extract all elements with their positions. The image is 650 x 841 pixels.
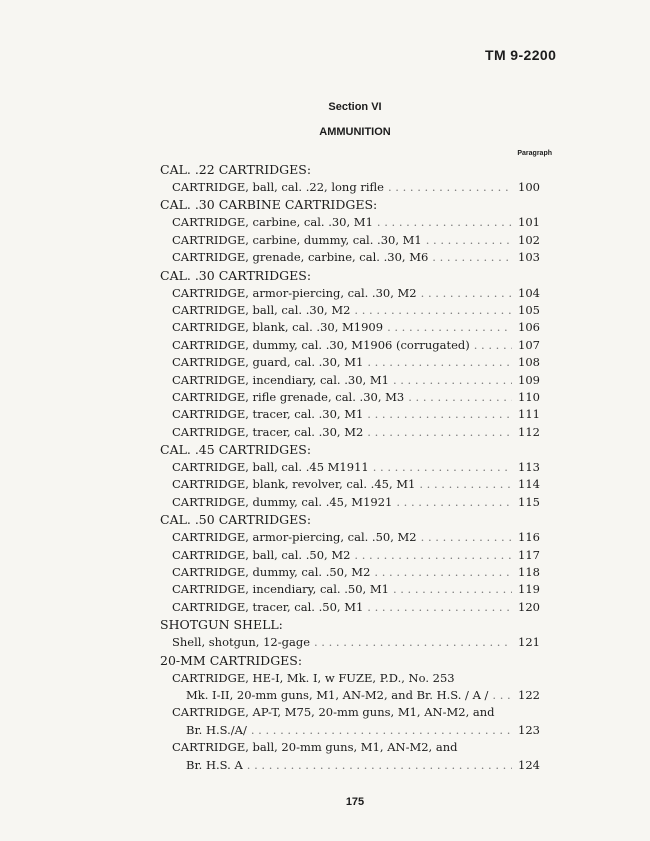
entry-label: CARTRIDGE, rifle grenade, cal. .30, M3 <box>172 389 405 404</box>
paragraph-number: 116 <box>518 530 540 545</box>
paragraph-column-label: Paragraph <box>517 150 552 157</box>
paragraph-number: 104 <box>518 285 540 300</box>
paragraph-number: 109 <box>518 372 540 387</box>
entry-label: CARTRIDGE, tracer, cal. .30, M2 <box>172 424 364 439</box>
entry-label: CARTRIDGE, blank, revolver, cal. .45, M1 <box>172 477 416 492</box>
group-heading: CAL. .30 CARBINE CARTRIDGES: <box>160 197 378 213</box>
toc-entry <box>160 249 540 266</box>
leader-dots <box>393 581 512 598</box>
toc-entry <box>160 179 540 196</box>
entry-label: CARTRIDGE, grenade, carbine, cal. .30, M6 <box>172 250 429 265</box>
paragraph-number: 115 <box>518 494 540 509</box>
leader-dots <box>373 459 512 476</box>
group-heading: CAL. .45 CARTRIDGES: <box>160 442 312 458</box>
toc-entry <box>160 704 540 739</box>
entry-label: CARTRIDGE, incendiary, cal. .50, M1 <box>172 582 389 597</box>
paragraph-number: 108 <box>518 355 540 370</box>
entry-label: CARTRIDGE, armor-piercing, cal. .30, M2 <box>172 285 417 300</box>
entry-label: CARTRIDGE, dummy, cal. .30, M1906 (corrugated) <box>172 337 470 352</box>
manual-number: TM 9-2200 <box>485 47 557 63</box>
leader-dots <box>393 372 512 389</box>
paragraph-number: 106 <box>518 320 540 335</box>
entry-label: CARTRIDGE, ball, cal. .30, M2 <box>172 302 351 317</box>
title-label: AMMUNITION <box>319 126 391 138</box>
toc-entry <box>160 459 540 476</box>
toc-entry <box>160 232 540 249</box>
entry-label: CARTRIDGE, blank, cal. .30, M1909 <box>172 320 384 335</box>
toc-entry <box>160 337 540 354</box>
leader-dots <box>367 424 512 441</box>
toc-entry <box>160 599 540 616</box>
toc-entry <box>160 285 540 302</box>
leader-dots <box>432 249 512 266</box>
group-heading: CAL. .30 CARTRIDGES: <box>160 267 312 283</box>
paragraph-number: 102 <box>518 232 540 247</box>
leader-dots <box>314 634 512 651</box>
paragraph-number: 123 <box>518 722 540 737</box>
leader-dots <box>354 302 512 319</box>
entry-label: CARTRIDGE, guard, cal. .30, M1 <box>172 355 364 370</box>
entry-label: CARTRIDGE, tracer, cal. .50, M1 <box>172 599 364 614</box>
leader-dots <box>374 564 512 581</box>
toc-entry <box>160 547 540 564</box>
leader-dots <box>421 285 512 302</box>
entry-label-line1: CARTRIDGE, ball, 20-mm guns, M1, AN-M2, and <box>172 740 458 755</box>
toc-entry <box>160 406 540 423</box>
leader-dots <box>474 337 512 354</box>
entry-label: CARTRIDGE, tracer, cal. .30, M1 <box>172 407 364 422</box>
entry-label: CARTRIDGE, dummy, cal. .45, M1921 <box>172 494 393 509</box>
toc-entry <box>160 424 540 441</box>
toc-entry <box>160 670 540 705</box>
leader-dots <box>247 757 512 774</box>
leader-dots <box>367 354 512 371</box>
leader-dots <box>367 406 512 423</box>
section-heading <box>0 101 650 113</box>
paragraph-number: 122 <box>518 687 540 702</box>
entry-label: CARTRIDGE, dummy, cal. .50, M2 <box>172 565 371 580</box>
section-label: Section VI <box>328 101 382 113</box>
leader-dots <box>377 214 512 231</box>
paragraph-number: 100 <box>518 180 540 194</box>
entry-label: CARTRIDGE, carbine, dummy, cal. .30, M1 <box>172 232 422 247</box>
entry-label: Shell, shotgun, 12-gage <box>172 635 310 650</box>
page-title <box>0 126 650 138</box>
paragraph-number: 121 <box>518 635 540 650</box>
paragraph-number: 113 <box>518 460 540 475</box>
table-of-contents <box>160 161 540 774</box>
paragraph-number: 105 <box>518 302 540 317</box>
toc-entry <box>160 389 540 406</box>
page-number <box>0 796 650 808</box>
group-heading: 20-MM CARTRIDGES: <box>160 652 303 668</box>
paragraph-number: 101 <box>518 215 540 230</box>
group-heading: CAL. .22 CARTRIDGES: <box>160 162 312 177</box>
toc-entry <box>160 581 540 598</box>
leader-dots <box>388 179 512 196</box>
leader-dots <box>354 547 512 564</box>
toc-entry <box>160 634 540 651</box>
toc-entry <box>160 319 540 336</box>
leader-dots <box>251 722 512 739</box>
toc-entry <box>160 372 540 389</box>
paragraph-number: 107 <box>518 337 540 352</box>
entry-label-line1: CARTRIDGE, HE-I, Mk. I, w FUZE, P.D., No. 253 <box>172 670 455 685</box>
toc-entry <box>160 476 540 493</box>
paragraph-number: 112 <box>518 424 540 439</box>
leader-dots <box>396 494 512 511</box>
entry-label: CARTRIDGE, ball, cal. .50, M2 <box>172 547 351 562</box>
leader-dots <box>419 476 512 493</box>
toc-entry <box>160 529 540 546</box>
leader-dots <box>387 319 512 336</box>
toc-entry <box>160 214 540 231</box>
paragraph-number: 103 <box>518 250 540 265</box>
entry-label-line2: Br. H.S. A <box>186 757 243 772</box>
paragraph-number: 124 <box>518 757 540 772</box>
paragraph-number: 120 <box>518 599 540 614</box>
entry-label: CARTRIDGE, incendiary, cal. .30, M1 <box>172 372 389 387</box>
entry-label: CARTRIDGE, carbine, cal. .30, M1 <box>172 215 373 230</box>
entry-label-line2: Br. H.S./A/ <box>186 722 247 737</box>
group-heading: SHOTGUN SHELL: <box>160 617 283 633</box>
paragraph-number: 118 <box>518 565 540 580</box>
paragraph-number: 119 <box>518 582 540 597</box>
leader-dots <box>492 687 512 704</box>
toc-entry <box>160 494 540 511</box>
toc-entry <box>160 564 540 581</box>
entry-label: CARTRIDGE, ball, cal. .22, long rifle <box>172 180 384 194</box>
page-number-label: 175 <box>345 796 365 808</box>
entry-label-line2: Mk. I-II, 20-mm guns, M1, AN-M2, and Br. H.S. / A / <box>186 687 489 702</box>
leader-dots <box>421 529 512 546</box>
leader-dots <box>367 599 512 616</box>
paragraph-number: 114 <box>518 477 540 492</box>
toc-entry <box>160 302 540 319</box>
leader-dots <box>426 232 512 249</box>
leader-dots <box>408 389 512 406</box>
paragraph-number: 111 <box>518 407 540 422</box>
toc-entry <box>160 354 540 371</box>
entry-label: CARTRIDGE, armor-piercing, cal. .50, M2 <box>172 530 417 545</box>
group-heading: CAL. .50 CARTRIDGES: <box>160 512 312 528</box>
entry-label: CARTRIDGE, ball, cal. .45 M1911 <box>172 460 369 475</box>
paragraph-number: 110 <box>518 389 540 404</box>
entry-label-line1: CARTRIDGE, AP-T, M75, 20-mm guns, M1, AN-M2, and <box>172 705 495 720</box>
toc-entry <box>160 739 540 774</box>
paragraph-number: 117 <box>518 547 540 562</box>
